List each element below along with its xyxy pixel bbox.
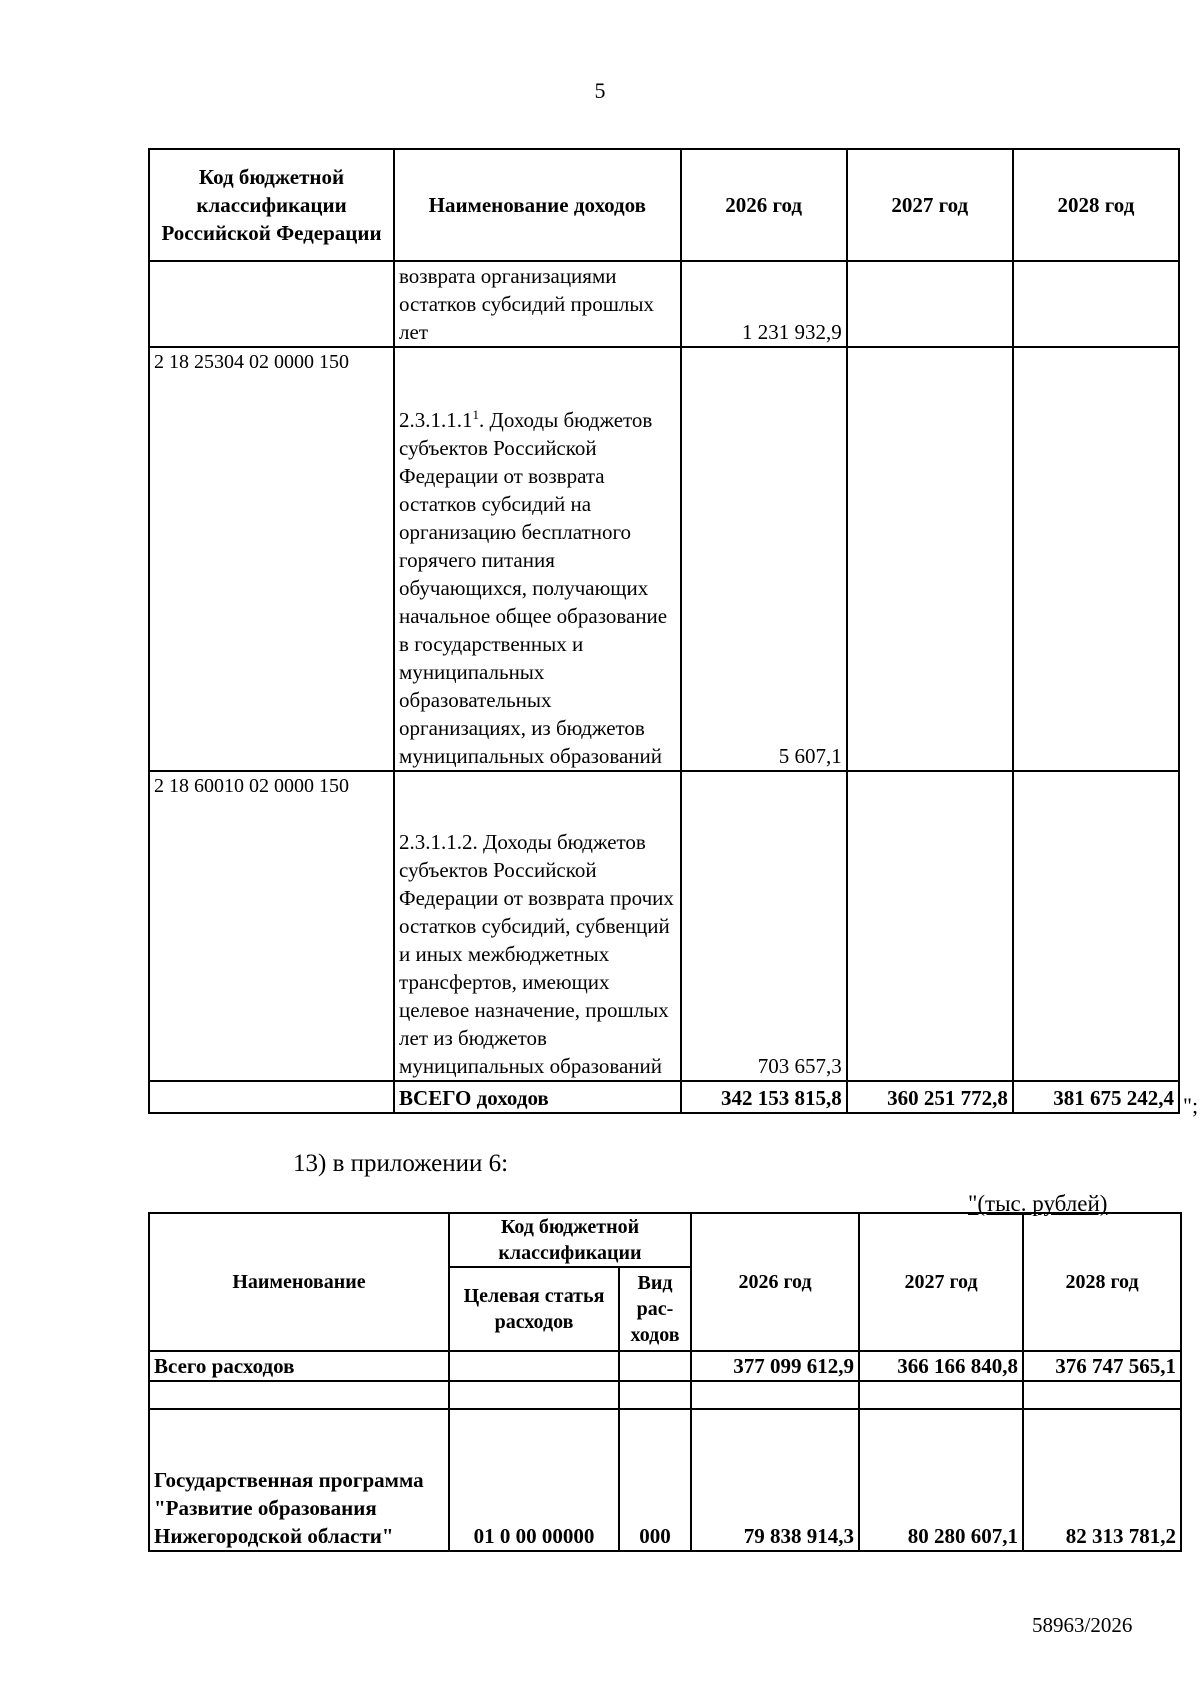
row-target [449, 1381, 619, 1409]
row-code: 2 18 60010 02 0000 150 [149, 771, 394, 1081]
row-name: Всего расходов [149, 1351, 449, 1381]
row-2026: 5 607,1 [681, 347, 847, 771]
row-2026: 79 838 914,3 [691, 1409, 859, 1551]
row-name-prefix: 2.3.1.1.1 [399, 408, 473, 432]
total-2026: 342 153 815,8 [681, 1081, 847, 1113]
revenue-table [148, 148, 1180, 1114]
row-2028 [1013, 771, 1179, 1081]
header-kind: Вид рас-ходов [619, 1267, 691, 1351]
header-2027: 2027 год [847, 149, 1013, 261]
row-code: 2 18 25304 02 0000 150 [149, 347, 394, 771]
row-kind [619, 1381, 691, 1409]
row-2028: 82 313 781,2 [1023, 1409, 1181, 1551]
total-label: ВСЕГО доходов [394, 1081, 681, 1113]
total-row [149, 1081, 1179, 1113]
row-name [149, 1381, 449, 1409]
row-target [449, 1351, 619, 1381]
row-2028 [1023, 1381, 1181, 1409]
row-2026: 377 099 612,9 [691, 1351, 859, 1381]
item-13-heading: 13) в приложении 6: [293, 1150, 509, 1177]
total-code [149, 1081, 394, 1113]
total-2028: 381 675 242,4 [1013, 1081, 1179, 1113]
row-2026: 703 657,3 [681, 771, 847, 1081]
header-target: Целевая статья расходов [449, 1267, 619, 1351]
row-kind [619, 1351, 691, 1381]
row-name-text: . Доходы бюджетов субъектов Российской Федерации от возврата остатков субсидий на организацию бесплатного горячего питания обучающихся, получающих начальное общее образование в государственных и муниципальных образовательных организациях, из бюджетов муниципальных образований [399, 408, 668, 768]
row-2027: 366 166 840,8 [859, 1351, 1023, 1381]
header-2026: 2026 год [681, 149, 847, 261]
row-2028 [1013, 261, 1179, 347]
row-name: 2.3.1.1.2. Доходы бюджетов субъектов Российской Федерации от возврата прочих остатков субсидий, субвенций и иных межбюджетных трансфертов, имеющих целевое назначение, прошлых лет из бюджетов муниципальных образований [394, 771, 681, 1081]
row-code [149, 261, 394, 347]
row-2028 [1013, 347, 1179, 771]
row-name-superscript: 1 [472, 407, 480, 422]
row-2027 [859, 1381, 1023, 1409]
header-2028: 2028 год [1013, 149, 1179, 261]
row-kind: 000 [619, 1409, 691, 1551]
row-2027: 80 280 607,1 [859, 1409, 1023, 1551]
header-2026: 2026 год [691, 1213, 859, 1351]
row-name: Государственная программа "Развитие образования Нижегородской области" [149, 1409, 449, 1551]
header-code-group: Код бюджетной классификации [449, 1213, 691, 1267]
table-row [149, 1409, 1181, 1551]
header-code: Код бюджетной классификации Российской Федерации [149, 149, 394, 261]
row-2026: 1 231 932,9 [681, 261, 847, 347]
total-2027: 360 251 772,8 [847, 1081, 1013, 1113]
table-row [149, 771, 1179, 1081]
row-2028: 376 747 565,1 [1023, 1351, 1181, 1381]
closing-quote: "; [1183, 1093, 1199, 1118]
header-2028: 2028 год [1023, 1213, 1181, 1351]
table-row [149, 347, 1179, 771]
header-name: Наименование доходов [394, 149, 681, 261]
row-2027 [847, 261, 1013, 347]
row-target: 01 0 00 00000 [449, 1409, 619, 1551]
row-2026 [691, 1381, 859, 1409]
document-id: 58963/2026 [1032, 1613, 1133, 1637]
row-name: возврата организациями остатков субсидий прошлых лет [394, 261, 681, 347]
row-2027 [847, 771, 1013, 1081]
header-name: Наименование [149, 1213, 449, 1351]
header-2027: 2027 год [859, 1213, 1023, 1351]
table-row [149, 1381, 1181, 1409]
page-number: 5 [594, 78, 606, 103]
row-2027 [847, 347, 1013, 771]
table-row [149, 261, 1179, 347]
row-name [394, 347, 681, 771]
table-row [149, 1351, 1181, 1381]
expenses-table [148, 1212, 1182, 1552]
unit-note: "(тыс. рублей) [968, 1191, 1108, 1216]
